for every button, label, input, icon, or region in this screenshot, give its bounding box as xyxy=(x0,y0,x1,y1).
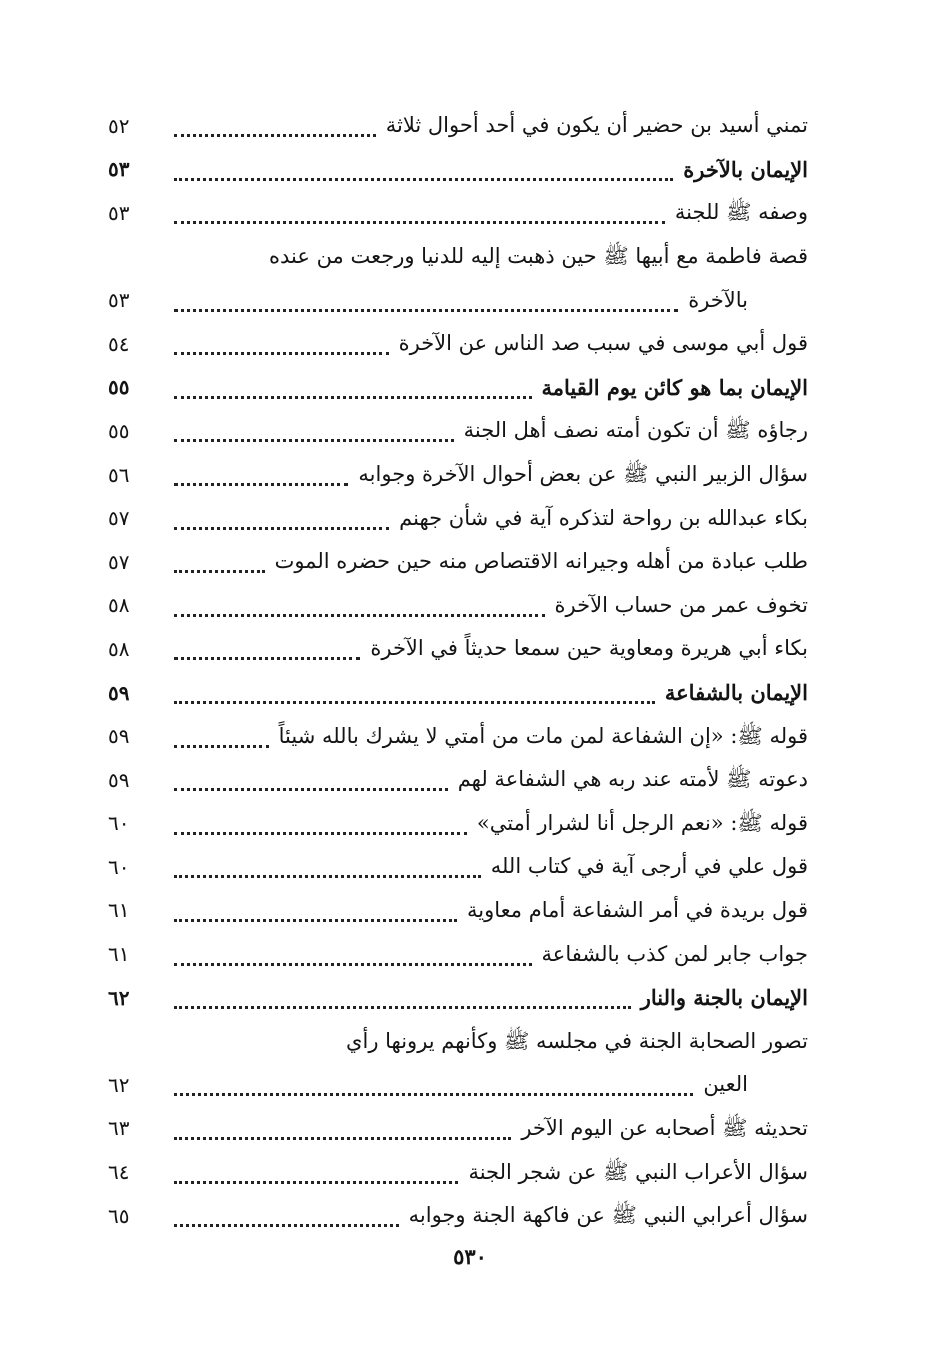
toc-entry-title: وصفه ﷺ للجنة xyxy=(674,200,808,225)
toc-entry-page: ٥٨ xyxy=(108,636,130,661)
toc-entry-title: سؤال أعرابي النبي ﷺ عن فاكهة الجنة وجوابه xyxy=(408,1203,808,1228)
toc-entry-continuation xyxy=(108,278,808,322)
toc-entry-page: ٥٤ xyxy=(108,331,130,356)
toc-entry-title: تمني أسيد بن حضير أن يكون في أحد أحوال ثلاثة xyxy=(385,113,808,138)
table-of-contents xyxy=(108,104,808,1237)
leader-dots xyxy=(174,1133,511,1140)
toc-entry-page: ٥٩ xyxy=(108,680,130,705)
toc-entry-title: الإيمان بالآخرة xyxy=(683,156,808,182)
leader-dots xyxy=(174,305,678,312)
toc-entry-page: ٥٥ xyxy=(108,418,130,443)
leader-dots xyxy=(174,566,265,573)
toc-entry xyxy=(108,758,808,802)
toc-entry-page: ٥٧ xyxy=(108,506,130,531)
leader-dots xyxy=(174,697,655,704)
toc-entry-title: دعوته ﷺ لأمته عند ربه هي الشفاعة لهم xyxy=(457,767,808,792)
toc-entry-page: ٥٣ xyxy=(108,200,130,225)
leader-dots xyxy=(174,392,532,399)
toc-entry-page: ٦٣ xyxy=(108,1116,130,1141)
toc-entry xyxy=(108,453,808,497)
toc-entry xyxy=(108,932,808,976)
toc-entry xyxy=(108,104,808,148)
leader-dots xyxy=(174,1002,631,1009)
toc-entry-page: ٦١ xyxy=(108,942,130,967)
toc-entry-title: تخوف عمر من حساب الآخرة xyxy=(554,592,808,617)
toc-entry-title: طلب عبادة من أهله وجيرانه الاقتصاص منه حين حضره الموت xyxy=(274,549,808,574)
toc-entry-page: ٦٢ xyxy=(108,1072,130,1097)
toc-entry-page: ٥٦ xyxy=(108,462,130,487)
toc-section-heading xyxy=(108,671,808,715)
toc-entry-page: ٦٤ xyxy=(108,1160,130,1185)
leader-dots xyxy=(174,871,481,878)
toc-entry-page: ٦٠ xyxy=(108,854,130,879)
toc-entry xyxy=(108,191,808,235)
toc-entry-title: بالآخرة xyxy=(688,287,748,312)
leader-dots xyxy=(174,523,389,530)
toc-entry-title: تصور الصحابة الجنة في مجلسه ﷺ وكأنهم يرونها رأي xyxy=(346,1028,808,1053)
page-number: ٥٣٠ xyxy=(453,1244,487,1269)
toc-entry-title: قول علي في أرجى آية في كتاب الله xyxy=(490,854,808,879)
toc-entry xyxy=(108,1107,808,1151)
toc-entry-title: الإيمان بالجنة والنار xyxy=(640,985,808,1011)
leader-dots xyxy=(174,1089,693,1096)
toc-entry-title: قوله ﷺ: «إن الشفاعة لمن مات من أمتي لا يشرك بالله شيئاً xyxy=(278,723,808,748)
leader-dots xyxy=(174,130,376,137)
toc-entry xyxy=(108,496,808,540)
toc-entry-title: رجاؤه ﷺ أن تكون أمته نصف أهل الجنة xyxy=(463,418,808,443)
leader-dots xyxy=(174,479,348,486)
leader-dots xyxy=(174,653,360,660)
toc-entry-title: بكاء أبي هريرة ومعاوية حين سمعا حديثاً في الآخرة xyxy=(370,636,808,661)
leader-dots xyxy=(174,610,545,617)
toc-entry-page: ٥٥ xyxy=(108,375,130,400)
toc-entry-continuation xyxy=(108,1063,808,1107)
toc-entry-page: ٥٢ xyxy=(108,113,130,138)
toc-entry xyxy=(108,889,808,933)
leader-dots xyxy=(174,435,454,442)
leader-dots xyxy=(174,217,665,224)
toc-entry-title: بكاء عبدالله بن رواحة لتذكره آية في شأن جهنم xyxy=(399,505,808,530)
leader-dots xyxy=(174,348,389,355)
toc-entry-page: ٦٠ xyxy=(108,811,130,836)
toc-section-heading xyxy=(108,148,808,192)
toc-entry-title: قوله ﷺ: «نعم الرجل أنا لشرار أمتي» xyxy=(476,810,808,835)
toc-entry xyxy=(108,1019,808,1063)
toc-entry-title: قول بريدة في أمر الشفاعة أمام معاوية xyxy=(467,897,808,922)
toc-entry-page: ٥٩ xyxy=(108,767,130,792)
toc-entry-page: ٥٨ xyxy=(108,593,130,618)
leader-dots xyxy=(174,1177,458,1184)
toc-entry-title: الإيمان بما هو كائن يوم القيامة xyxy=(541,374,808,400)
leader-dots xyxy=(174,828,467,835)
toc-entry xyxy=(108,802,808,846)
leader-dots xyxy=(174,1047,336,1051)
leader-dots xyxy=(174,263,259,267)
toc-entry-title: قصة فاطمة مع أبيها ﷺ حين ذهبت إليه للدنيا ورجعت من عنده xyxy=(269,244,808,269)
toc-entry-title: جواب جابر لمن كذب بالشفاعة xyxy=(541,941,808,966)
toc-entry xyxy=(108,627,808,671)
toc-entry-title: الإيمان بالشفاعة xyxy=(664,680,808,706)
toc-entry xyxy=(108,540,808,584)
toc-entry-page: ٦٥ xyxy=(108,1203,130,1228)
toc-entry-page: ٦١ xyxy=(108,898,130,923)
toc-entry xyxy=(108,1150,808,1194)
toc-section-heading xyxy=(108,366,808,410)
toc-entry xyxy=(108,1194,808,1238)
toc-entry-title: العين xyxy=(703,1072,748,1097)
leader-dots xyxy=(174,741,269,748)
toc-entry-title: سؤال الأعراب النبي ﷺ عن شجر الجنة xyxy=(468,1159,808,1184)
toc-entry xyxy=(108,845,808,889)
leader-dots xyxy=(174,915,457,922)
toc-entry xyxy=(108,322,808,366)
leader-dots xyxy=(174,784,448,791)
toc-entry-title: قول أبي موسى في سبب صد الناس عن الآخرة xyxy=(398,331,808,356)
leader-dots xyxy=(174,1220,399,1227)
toc-entry-page: ٦٢ xyxy=(108,985,130,1010)
toc-entry xyxy=(108,409,808,453)
toc-entry-page: ٥٣ xyxy=(108,288,130,313)
leader-dots xyxy=(174,959,532,966)
toc-entry xyxy=(108,235,808,279)
toc-entry-title: تحديثه ﷺ أصحابه عن اليوم الآخر xyxy=(521,1115,808,1140)
toc-section-heading xyxy=(108,976,808,1020)
toc-entry-title: سؤال الزبير النبي ﷺ عن بعض أحوال الآخرة وجوابه xyxy=(358,462,808,487)
toc-entry-page: ٥٣ xyxy=(108,157,130,182)
toc-entry xyxy=(108,584,808,628)
toc-entry-page: ٥٧ xyxy=(108,549,130,574)
toc-entry xyxy=(108,714,808,758)
leader-dots xyxy=(174,174,673,181)
toc-entry-page: ٥٩ xyxy=(108,724,130,749)
